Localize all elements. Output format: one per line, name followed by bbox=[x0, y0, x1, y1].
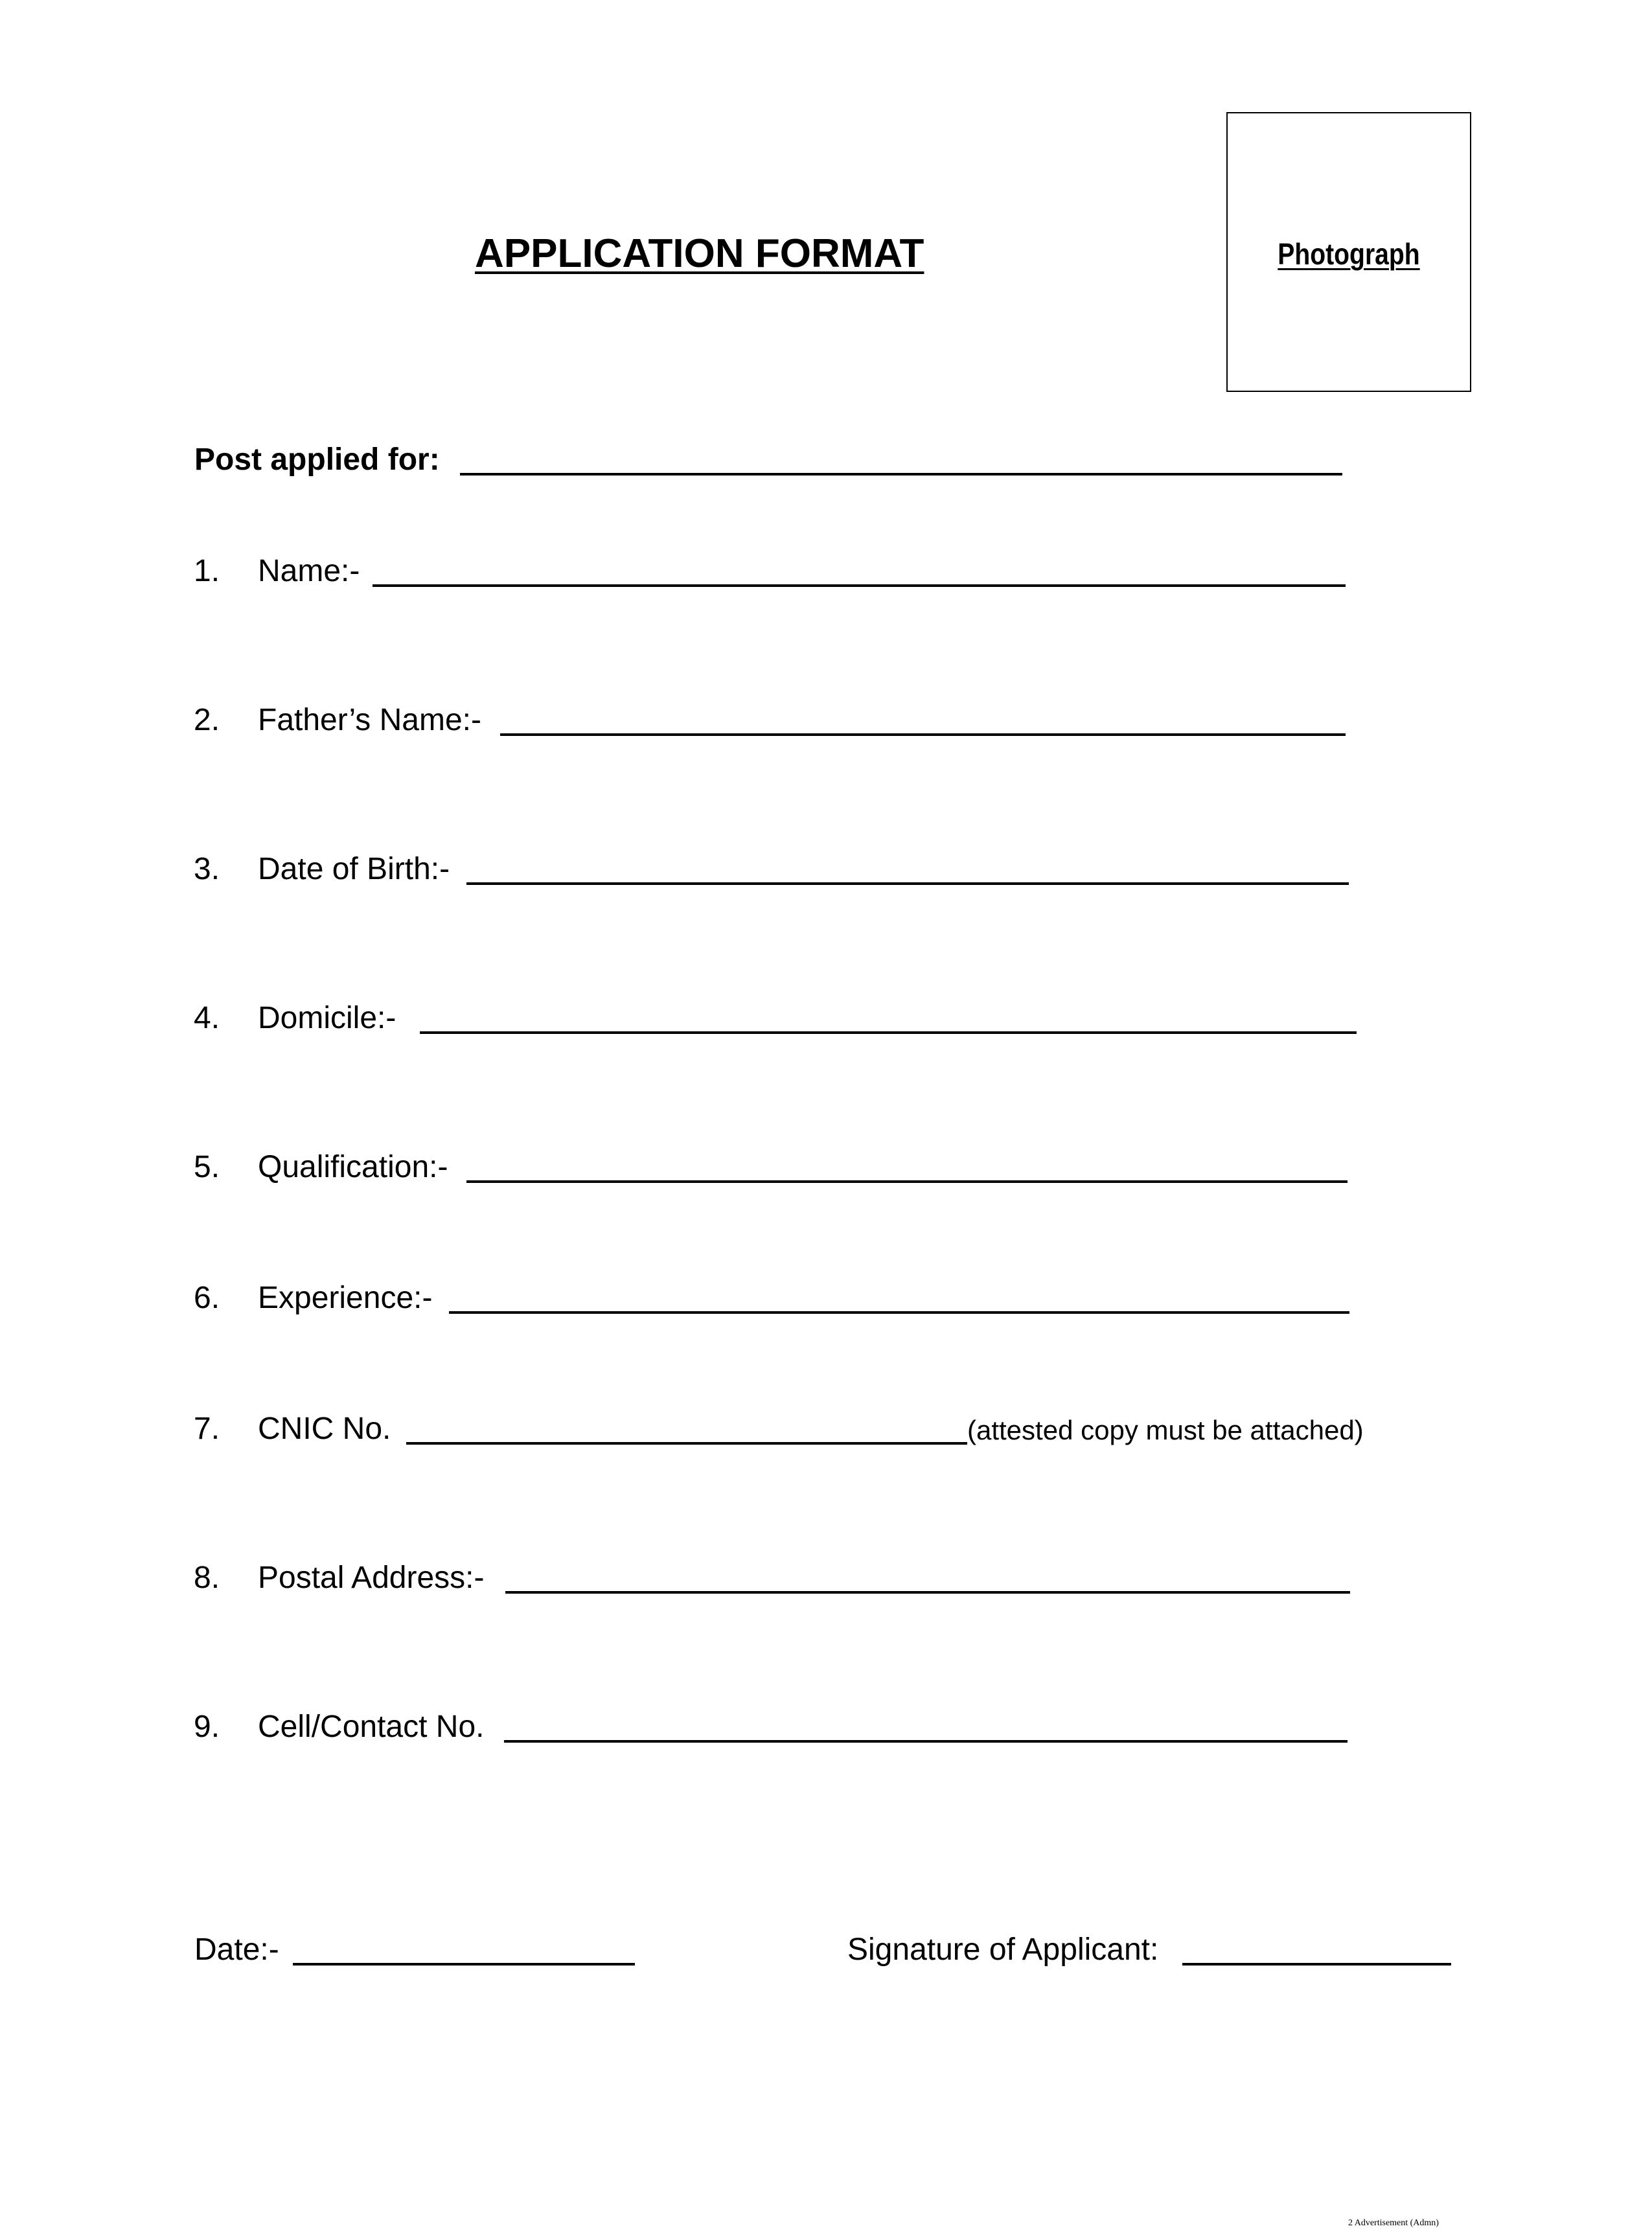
field-number: 3. bbox=[194, 852, 220, 886]
field-number: 5. bbox=[194, 1150, 220, 1184]
field-label-domicile: Domicile:- bbox=[258, 1001, 396, 1035]
field-row-domicile bbox=[0, 999, 1652, 1051]
field-row-cnic bbox=[0, 1410, 1652, 1461]
field-row-qualification bbox=[0, 1148, 1652, 1200]
field-label-experience: Experience:- bbox=[258, 1281, 433, 1315]
field-label-fathers-name: Father’s Name:- bbox=[258, 703, 481, 737]
post-applied-input-line[interactable] bbox=[460, 473, 1342, 476]
experience-input-line[interactable] bbox=[449, 1311, 1349, 1314]
field-number: 4. bbox=[194, 1001, 220, 1035]
cell-contact-input-line[interactable] bbox=[504, 1740, 1348, 1743]
postal-address-input-line[interactable] bbox=[505, 1591, 1350, 1594]
field-label-name: Name:- bbox=[258, 554, 360, 588]
field-number: 9. bbox=[194, 1710, 220, 1744]
date-signature-row bbox=[0, 1931, 1652, 1982]
post-applied-row bbox=[0, 441, 1652, 492]
field-number: 8. bbox=[194, 1561, 220, 1595]
field-label-qualification: Qualification:- bbox=[258, 1150, 448, 1184]
field-label-postal-address: Postal Address:- bbox=[258, 1561, 485, 1595]
field-row-date-of-birth bbox=[0, 850, 1652, 902]
field-row-fathers-name bbox=[0, 701, 1652, 753]
page-title: APPLICATION FORMAT bbox=[475, 231, 924, 276]
cnic-attested-note: (attested copy must be attached) bbox=[967, 1415, 1364, 1445]
date-of-birth-input-line[interactable] bbox=[466, 882, 1349, 885]
cnic-input-line[interactable] bbox=[406, 1442, 967, 1445]
field-number: 7. bbox=[194, 1412, 220, 1446]
field-label-cnic: CNIC No. bbox=[258, 1412, 391, 1446]
photograph-box bbox=[1226, 112, 1471, 392]
field-row-name bbox=[0, 552, 1652, 604]
qualification-input-line[interactable] bbox=[466, 1180, 1348, 1183]
field-label-cell-contact: Cell/Contact No. bbox=[258, 1710, 485, 1744]
field-number: 1. bbox=[194, 554, 220, 588]
post-applied-label: Post applied for: bbox=[194, 442, 440, 477]
field-number: 2. bbox=[194, 703, 220, 737]
field-row-postal-address bbox=[0, 1559, 1652, 1610]
footer-note: 2 Advertisement (Admn) bbox=[1348, 2218, 1439, 2228]
field-label-date-of-birth: Date of Birth:- bbox=[258, 852, 450, 886]
name-input-line[interactable] bbox=[373, 584, 1346, 587]
fathers-name-input-line[interactable] bbox=[500, 733, 1346, 736]
domicile-input-line[interactable] bbox=[420, 1031, 1357, 1034]
signature-label: Signature of Applicant: bbox=[847, 1932, 1159, 1967]
field-row-experience bbox=[0, 1279, 1652, 1331]
field-number: 6. bbox=[194, 1281, 220, 1315]
photograph-label: Photograph bbox=[1278, 237, 1420, 271]
signature-input-line[interactable] bbox=[1182, 1963, 1451, 1966]
date-input-line[interactable] bbox=[293, 1963, 635, 1966]
field-row-cell-contact bbox=[0, 1708, 1652, 1759]
date-label: Date:- bbox=[194, 1932, 279, 1967]
